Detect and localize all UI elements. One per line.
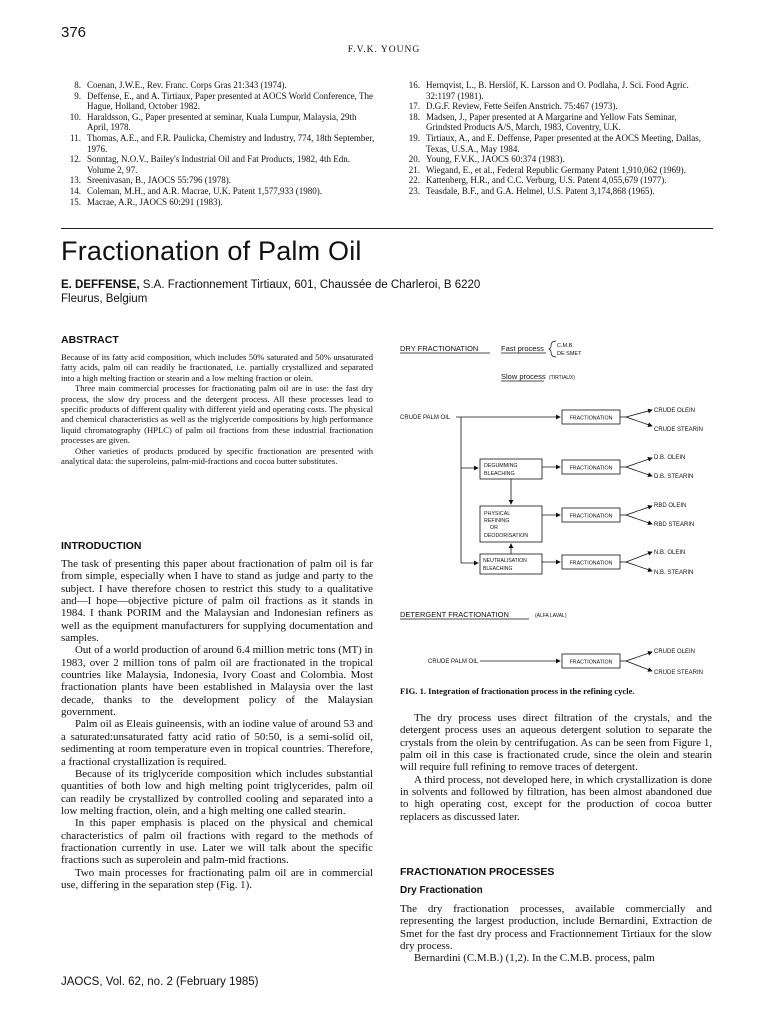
crude-stearin-label: CRUDE STEARIN	[654, 670, 704, 676]
crude-palm-oil-label: CRUDE PALM OIL	[428, 659, 479, 665]
reference-item: 16. Hernqvist, L., B. Herslöf, K. Larsson and O. Podlaha, J. Sci. Food Agric. 32:1197 (1981).	[408, 80, 689, 101]
flow-arrow	[626, 506, 652, 515]
abstract-body	[61, 352, 373, 466]
body-paragraph: Because of its triglyceride composition which includes substantial quantities of both low and high melting point triglycerides, palm oil can readily be crystallized by controlled cooling and separated into a low melting fraction, olein, and a high melting one called stearin.	[61, 767, 373, 817]
body-paragraph: Palm oil as Eleais guineensis, with an iodine value of around 53 and a saturated:unsaturated fatty acid ratio of 50:50, is a semi-solid oil, sedimenting at room temperature even in tropical countries. Therefore, a fractional crystallization is required.	[61, 718, 373, 768]
deodorisation-label: DEODORISATION	[484, 533, 529, 539]
reference-item: 14. Coleman, M.H., and A.R. Macrae, U.K. Patent 1,577,933 (1980).	[69, 185, 322, 196]
flow-arrow	[626, 410, 652, 417]
body-paragraph: The task of presenting this paper about fractionation of palm oil is far from simple, especially when I have to stand as judge and party to the subject. I have therefore chosen to restrict this study to a qualitative and—I hope—objective picture of palm oil fractions as it stands in 1984. I thank PORIM and the Malaysian and Indonesian refiners as well as the equipment manufacturers for supplying documentation and samples.	[61, 558, 373, 645]
reference-item: 23. Teasdale, B.F., and G.A. Helmel, U.S. Patent 3,174,868 (1965).	[408, 185, 655, 196]
de-smet-label: DE SMET	[557, 351, 582, 357]
or-label: OR	[490, 525, 498, 531]
author-block	[61, 278, 480, 306]
figure-caption: FIG. 1. Integration of fractionation process in the refining cycle.	[400, 686, 635, 696]
abstract-paragraph: Other varieties of products produced by specific fractionation are presented with analytical data: the superoleins, palm-mid-fractions and cocoa butter substitutes.	[61, 445, 373, 467]
abstract-paragraph: Because of its fatty acid composition, which includes 50% saturated and 50% unsaturated fatty acids, palm oil can readily be fractionated, i.e. partially crystallized and separated into a high melting fraction or stearin and a low melting fraction or olein.	[61, 352, 373, 383]
tirtiaux-label: (TIRTIAUX)	[549, 375, 576, 381]
flow-arrow	[626, 552, 652, 562]
introduction-body	[61, 558, 373, 891]
rbd-stearin-label: RBD STEARIN	[654, 522, 695, 528]
bleaching-label: BLEACHING	[483, 566, 513, 572]
slow-process-label: Slow process	[501, 372, 546, 381]
neutralisation-label: NEUTRALISATION	[483, 558, 527, 564]
fractionation-flow-diagram	[398, 330, 718, 682]
fractionation-label: FRACTIONATION	[569, 560, 613, 567]
refining-label: REFINING	[484, 518, 510, 524]
fractionation-processes-heading: FRACTIONATION PROCESSES	[400, 866, 555, 878]
nb-olein-label: N.B. OLEIN	[654, 550, 686, 556]
journal-footer: JAOCS, Vol. 62, no. 2 (February 1985)	[61, 976, 259, 988]
brace	[549, 341, 556, 357]
abstract-heading: ABSTRACT	[61, 334, 119, 346]
reference-item: 10. Haraldsson, G., Paper presented at seminar, Kuala Lumpur, Malaysia, 29th April, 1978.	[69, 111, 357, 133]
reference-item: 20. Young, F.V.K., JAOCS 60:374 (1983).	[408, 154, 565, 165]
fractionation-label: FRACTIONATION	[569, 513, 613, 520]
flow-arrow	[626, 417, 652, 426]
bleaching-label: BLEACHING	[484, 471, 515, 477]
flow-arrow	[626, 652, 652, 661]
reference-item: 19. Tirtiaux, A., and E. Deffense, Paper presented at the AOCS Meeting, Dallas, Texas, U.S.A., May 1984.	[408, 132, 701, 154]
body-paragraph: A third process, not developed here, in which crystallization is done in solvents and followed by filtration, has been almost abandoned due to high operating cost, except for the production of cocoa butter replacers as discussed later.	[400, 773, 712, 823]
fractionation-label: FRACTIONATION	[569, 465, 613, 472]
reference-item: 18. Madsen, J., Paper presented at A Margarine and Yellow Fats Seminar, Grindsted Products A/S, March, 1983, Coventry, U.K.	[408, 111, 677, 133]
running-head: F.V.K. YOUNG	[347, 45, 421, 55]
alfa-laval-label: (ALFA LAVAL)	[535, 613, 567, 619]
article-title: Fractionation of Palm Oil	[61, 236, 362, 266]
reference-item: 12. Sonntag, N.O.V., Bailey's Industrial Oil and Fat Products, 1982, 4th Edn. Volume 2, 97.	[69, 154, 350, 175]
reference-item: 9. Deffense, E., and A. Tirtiaux, Paper presented at AOCS World Conference, The Hague, Holland, October 1982.	[74, 90, 373, 112]
body-paragraph: The dry fractionation processes, available commercially and representing the largest production, include Bernardini, Extraction de Smet for the fast dry process and Fractionnement Tirtiaux for the slow dry process.	[400, 903, 712, 953]
reference-item: 22. Kattenberg, H.R., and C.C. Verburg, U.S. Patent 4,055,679 (1977).	[408, 175, 667, 186]
author-affiliation: S.A. Fractionnement Tirtiaux, 601, Chaussée de Charleroi, B 6220	[139, 279, 481, 291]
detergent-fractionation-label: DETERGENT FRACTIONATION	[400, 610, 509, 619]
references-left	[61, 80, 379, 207]
flow-arrow	[626, 515, 652, 524]
fractionation-label: FRACTIONATION	[569, 415, 613, 422]
flow-arrow	[626, 467, 652, 476]
body-paragraph: The dry process uses direct filtration of the crystals, and the detergent process uses an aqueous detergent solution to separate the crystals from the olein by centrifugation. As can be seen from Figure 1, palm oil in this case is fractionated crude, since the olein and stearin will require full refining to remove traces of detergent.	[400, 712, 712, 774]
references-right	[400, 80, 712, 197]
introduction-heading: INTRODUCTION	[61, 540, 142, 552]
abstract-paragraph: Three main commercial processes for fractionating palm oil are in use: the fast dry process, the slow dry process and the detergent process. All these processes lead to specific products of different quality with different yield and operating costs. The physical and chemical characteristics as well as the triglyceride compositions by high performance liquid chromatography (HPLC) of palm oil fractions from these industrial fractionation processes are given.	[61, 383, 373, 446]
reference-item: 8. Coenan, J.W.E., Rev. Franc. Corps Gras 21:343 (1974).	[74, 80, 287, 90]
body-paragraph: Two main processes for fractionating palm oil are in commercial use, differing in the separation step (Fig. 1).	[61, 866, 373, 891]
author-location: Fleurus, Belgium	[61, 293, 148, 305]
reference-item: 13. Sreenivasan, B., JAOCS 55:796 (1978).	[69, 175, 231, 186]
crude-olein-label: CRUDE OLEIN	[654, 408, 696, 414]
reference-item: 11. Thomas, A.E., and F.R. Paulicka, Chemistry and Industry, 774, 18th September, 1976.	[70, 132, 375, 154]
physical-label: PHYSICAL	[484, 511, 511, 517]
reference-item: 17. D.G.F. Review, Fette Seifen Anstrich. 75:467 (1973).	[408, 101, 618, 112]
dry-fractionation-heading: Dry Fractionation	[400, 885, 483, 896]
crude-olein-label: CRUDE OLEIN	[654, 649, 696, 655]
body-paragraph: Out of a world production of around 6.4 million metric tons (MT) in 1983, over 2 million tons of palm oil are fractionated in the tropical countries like Malaysia, Indonesia, Ivory Coast and Colombia. Most fractionation plants have been established in Malaysia over the last decade, thanks to the development policy of the Malaysian government.	[61, 644, 373, 719]
dry-fractionation-label: DRY FRACTIONATION	[400, 344, 479, 353]
flow-arrow	[626, 562, 652, 571]
crude-palm-oil-label: CRUDE PALM OIL	[400, 415, 451, 421]
nb-stearin-label: N.B. STEARIN	[654, 570, 694, 576]
cmb-label: C.M.B.	[557, 343, 574, 349]
flow-arrow	[626, 458, 652, 467]
fractionation-label: FRACTIONATION	[569, 659, 613, 666]
crude-stearin-label: CRUDE STEARIN	[654, 427, 704, 433]
body-paragraph: In this paper emphasis is placed on the physical and chemical characteristics of palm oil fractions with regard to the methods of fractionation currently in use. Later we will talk about the specific fractions such as superolein and palm-mid fractions.	[61, 817, 373, 867]
degumming-label: DEGUMMING	[484, 463, 518, 469]
section-divider	[61, 228, 713, 229]
author-name: E. DEFFENSE,	[61, 279, 140, 291]
reference-item: 21. Wiegand, E., et al., Federal Republic Germany Patent 1,910,062 (1969).	[408, 164, 686, 175]
flow-arrow	[626, 661, 652, 671]
body-paragraph: Bernardini (C.M.B.) (1,2). In the C.M.B. process, palm	[414, 952, 655, 965]
right-column-body	[400, 712, 712, 823]
dry-fractionation-body	[400, 903, 712, 965]
fast-process-label: Fast process	[501, 344, 544, 353]
db-olein-label: D.B. OLEIN	[654, 455, 686, 461]
rbd-olein-label: RBD OLEIN	[654, 503, 687, 509]
reference-item: 15. Macrae, A.R., JAOCS 60:291 (1983).	[69, 196, 223, 207]
page-number: 376	[61, 24, 87, 41]
db-stearin-label: D.B. STEARIN	[654, 474, 694, 480]
